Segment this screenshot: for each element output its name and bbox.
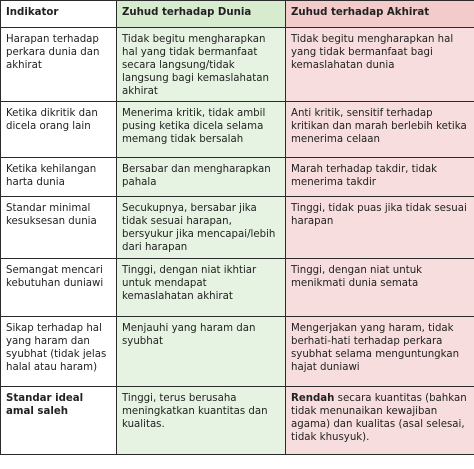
akhirat-emphasis: Rendah [291, 393, 335, 404]
akhirat-cell: Marah terhadap takdir, tidak menerima takdir [286, 158, 474, 197]
dunia-cell: Bersabar dan mengharapkan pahala [117, 158, 286, 197]
table-row [1, 28, 474, 102]
indikator-cell: Ketika dikritik dan dicela orang lain [1, 102, 117, 158]
header-indikator: Indikator [1, 1, 117, 28]
table-row [1, 259, 474, 317]
akhirat-cell: Tidak begitu mengharapkan hal yang tidak bermanfaat bagi kemaslahatan dunia [286, 28, 474, 102]
dunia-cell: Menjauhi yang haram dan syubhat [117, 317, 286, 387]
header-zuhud-dunia: Zuhud terhadap Dunia [117, 1, 286, 28]
akhirat-cell [286, 387, 474, 455]
akhirat-cell: Mengerjakan yang haram, tidak berhati-hati terhadap perkara syubhat selama menguntungkan hajat duniawi [286, 317, 474, 387]
table-row [1, 158, 474, 197]
table-row [1, 317, 474, 387]
indikator-cell: Sikap terhadap hal yang haram dan syubhat (tidak jelas halal atau haram) [1, 317, 117, 387]
indikator-cell: Semangat mencari kebutuhan duniawi [1, 259, 117, 317]
akhirat-cell: Anti kritik, sensitif terhadap kritikan dan marah berlebih ketika menerima celaan [286, 102, 474, 158]
indikator-cell: Ketika kehilangan harta dunia [1, 158, 117, 197]
table-row [1, 387, 474, 455]
header-zuhud-akhirat: Zuhud terhadap Akhirat [286, 1, 474, 28]
akhirat-rest: secara kuantitas (bahkan tidak menunaikan kewajiban agama) dan kualitas (asal selesai, tidak khusyuk). [291, 393, 467, 443]
dunia-cell: Tidak begitu mengharapkan hal yang tidak bermanfaat secara langsung/tidak langsung bagi kemaslahatan akhirat [117, 28, 286, 102]
dunia-cell: Tinggi, terus berusaha meningkatkan kuantitas dan kualitas. [117, 387, 286, 455]
indikator-cell: Harapan terhadap perkara dunia dan akhirat [1, 28, 117, 102]
header-row [1, 1, 474, 28]
indikator-cell: Standar minimal kesuksesan dunia [1, 197, 117, 259]
dunia-cell: Tinggi, dengan niat ikhtiar untuk mendapat kemaslahatan akhirat [117, 259, 286, 317]
akhirat-cell: Tinggi, tidak puas jika tidak sesuai harapan [286, 197, 474, 259]
indikator-cell: Standar ideal amal saleh [1, 387, 117, 455]
table-row [1, 197, 474, 259]
akhirat-cell: Tinggi, dengan niat untuk menikmati dunia semata [286, 259, 474, 317]
dunia-cell: Secukupnya, bersabar jika tidak sesuai harapan, bersyukur jika mencapai/lebih dari harapan [117, 197, 286, 259]
dunia-cell: Menerima kritik, tidak ambil pusing ketika dicela selama memang tidak bersalah [117, 102, 286, 158]
table-row [1, 102, 474, 158]
